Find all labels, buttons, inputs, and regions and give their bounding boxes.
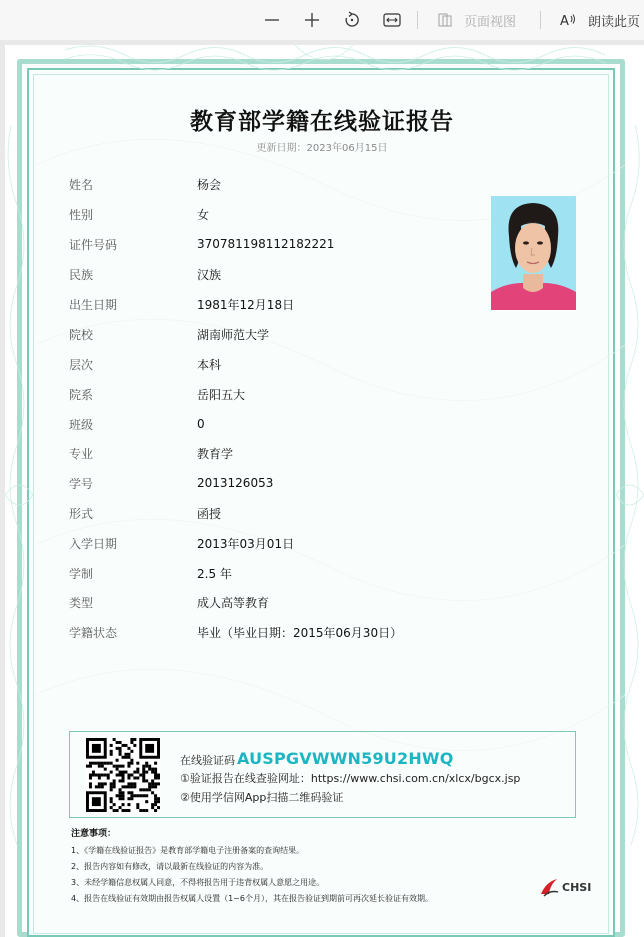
field-label: 出生日期	[69, 297, 118, 312]
field-row-school	[69, 324, 269, 344]
note-item: 4、报告在线验证有效期由报告权属人设置（1~6个月），其在报告验证到期前可再次延长验证有效期。	[71, 894, 433, 903]
svg-text:A: A	[560, 14, 569, 29]
field-label: 姓名	[69, 177, 94, 192]
field-value: 1981年12月18日	[197, 297, 295, 312]
page-view-label: 页面视图	[464, 14, 517, 30]
rotate-button[interactable]	[342, 8, 362, 32]
zoom-out-button[interactable]	[263, 8, 281, 32]
field-label: 民族	[69, 267, 94, 282]
field-row-duration	[69, 563, 232, 583]
verification-app-line: ②使用学信网App扫描二维码验证	[180, 791, 344, 804]
field-value: 女	[197, 207, 210, 222]
field-label: 形式	[69, 506, 94, 521]
notes-title: 注意事项：	[71, 829, 117, 839]
field-value: 2013126053	[197, 476, 274, 490]
page-view-icon	[436, 11, 454, 29]
field-label: 专业	[69, 446, 94, 461]
field-row-ethnicity	[69, 264, 221, 284]
field-label: 入学日期	[69, 536, 118, 551]
field-row-name	[69, 174, 221, 194]
fit-width-icon	[382, 11, 402, 29]
read-aloud-button[interactable]	[558, 8, 640, 32]
field-label: 证件号码	[69, 237, 118, 252]
field-row-study-form	[69, 503, 221, 523]
field-value: 汉族	[197, 267, 222, 282]
read-aloud-label: 朗读此页	[588, 14, 641, 30]
fit-width-button[interactable]	[382, 8, 402, 32]
plus-icon	[303, 11, 321, 29]
field-row-level	[69, 354, 221, 374]
pdf-toolbar	[0, 0, 644, 40]
field-value: 岳阳五大	[197, 387, 246, 402]
report-title: 教育部学籍在线验证报告	[190, 109, 454, 135]
field-value: 杨会	[197, 177, 222, 192]
rotate-icon	[342, 10, 362, 30]
chsi-logo-icon	[538, 876, 560, 898]
verification-code: AUSPGVWWN59U2HWQ	[237, 749, 454, 768]
toolbar-divider	[417, 11, 418, 29]
minus-icon	[263, 11, 281, 29]
student-photo	[491, 196, 576, 310]
field-row-department	[69, 384, 245, 404]
field-label: 性别	[69, 207, 94, 222]
field-value: 本科	[197, 357, 222, 372]
field-value: 2.5 年	[197, 566, 232, 581]
verification-code-line	[180, 749, 454, 768]
field-row-birth-date	[69, 294, 294, 314]
chsi-logo	[538, 876, 591, 898]
field-label: 学籍状态	[69, 625, 118, 640]
field-value: 毕业（毕业日期：2015年06月30日）	[197, 625, 403, 640]
field-label: 院系	[69, 387, 94, 402]
field-row-major	[69, 443, 233, 463]
field-label: 类型	[69, 595, 94, 610]
field-label: 学制	[69, 566, 94, 581]
chsi-logo-text: CHSI	[562, 880, 592, 894]
field-row-gender	[69, 204, 209, 224]
field-row-student-id	[69, 473, 273, 493]
field-row-enrollment-date	[69, 533, 294, 553]
field-label: 层次	[69, 357, 94, 372]
note-item: 1、《学籍在线验证报告》是教育部学籍电子注册备案的查询结果。	[71, 846, 305, 855]
field-row-id-number	[69, 234, 334, 254]
qr-code[interactable]	[86, 738, 160, 812]
field-value: 0	[197, 417, 205, 431]
note-item: 3、未经学籍信息权属人同意，不得将报告用于违背权属人意愿之用途。	[71, 878, 325, 887]
field-row-type	[69, 592, 269, 612]
verification-url-line: ①验证报告在线查验网址：https://www.chsi.com.cn/xlcx/bgcx.jsp	[180, 772, 521, 785]
field-value: 函授	[197, 506, 222, 521]
field-value: 湖南师范大学	[197, 327, 270, 342]
field-value: 2013年03月01日	[197, 536, 295, 551]
field-value: 成人高等教育	[197, 595, 270, 610]
note-item: 2、报告内容如有修改，请以最新在线验证的内容为准。	[71, 862, 269, 871]
read-aloud-icon	[558, 11, 578, 29]
verification-code-label: 在线验证码	[180, 754, 235, 767]
zoom-in-button[interactable]	[303, 8, 321, 32]
update-date: 更新日期：2023年06月15日	[256, 143, 388, 154]
page-view-button[interactable]	[436, 8, 516, 32]
field-label: 院校	[69, 327, 94, 342]
field-row-class	[69, 414, 205, 434]
field-value: 教育学	[197, 446, 234, 461]
field-label: 学号	[69, 476, 94, 491]
toolbar-divider	[540, 11, 541, 29]
field-label: 班级	[69, 417, 94, 432]
field-row-status	[69, 622, 402, 642]
field-value: 370781198112182221	[197, 237, 335, 251]
